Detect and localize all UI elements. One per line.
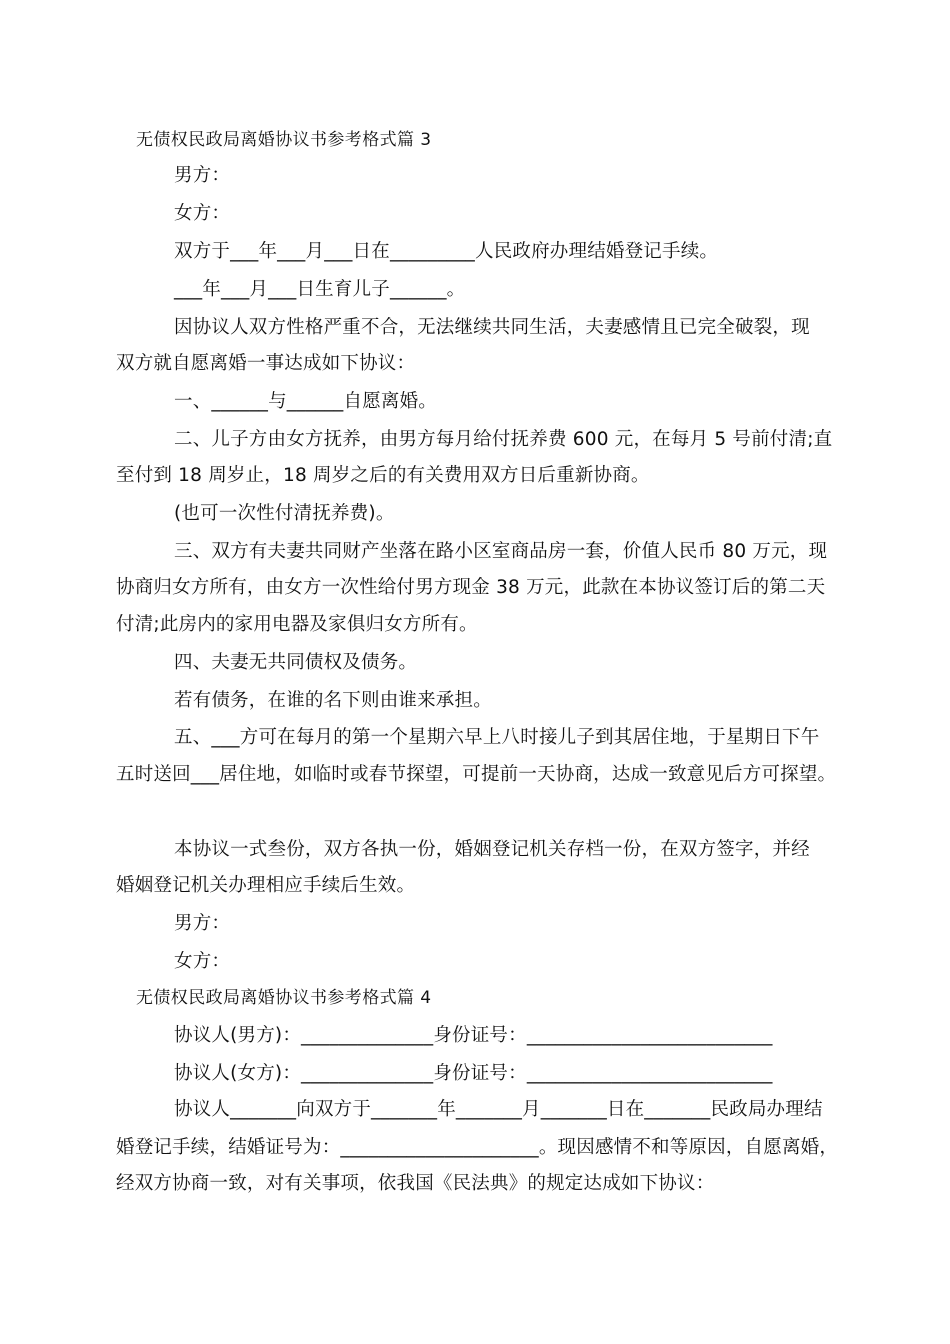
reason-paragraph-line-1: 因协议人双方性格严重不合，无法继续共同生活，夫妻感情且已完全破裂，现 xyxy=(174,317,810,338)
party-female-line: 协议人(女方)：______________身份证号：__________________________ xyxy=(174,1063,773,1084)
section-3-title: 无债权民政局离婚协议书参考格式篇 3 xyxy=(136,130,432,150)
signature-female-label: 女方： xyxy=(174,951,231,972)
female-party-label: 女方： xyxy=(174,203,231,224)
marriage-registration-line: 双方于___年___月___日在_________人民政府办理结婚登记手续。 xyxy=(174,241,719,262)
clause-2-line-1: 二、儿子方由女方抚养，由男方每月给付抚养费 600 元，在每月 5 号前付清;直 xyxy=(174,429,833,450)
signature-male-label: 男方： xyxy=(174,913,231,934)
closing-line-2: 婚姻登记机关办理相应手续后生效。 xyxy=(116,875,416,896)
son-birth-line: ___年___月___日生育儿子______。 xyxy=(174,279,466,300)
reason-paragraph-line-2: 双方就自愿离婚一事达成如下协议： xyxy=(116,353,416,374)
clause-5-line-1: 五、___方可在每月的第一个星期六早上八时接儿子到其居住地，于星期日下午 xyxy=(174,727,820,748)
clause-3-line-2: 协商归女方所有，由女方一次性给付男方现金 38 万元，此款在本协议签订后的第二天 xyxy=(116,577,826,598)
clause-1: 一、______与______自愿离婚。 xyxy=(174,391,438,412)
section-4-title: 无债权民政局离婚协议书参考格式篇 4 xyxy=(136,988,432,1008)
clause-4-note: 若有债务，在谁的名下则由谁来承担。 xyxy=(174,690,492,711)
party-male-line: 协议人(男方)：______________身份证号：__________________________ xyxy=(174,1025,773,1046)
clause-2-note: (也可一次性付清抚养费)。 xyxy=(174,503,395,524)
intro-line-2: 婚登记手续，结婚证号为：_____________________。现因感情不和等原因，自愿离婚， xyxy=(116,1137,839,1158)
clause-3-line-3: 付清;此房内的家用电器及家俱归女方所有。 xyxy=(116,614,478,635)
clause-4: 四、夫妻无共同债权及债务。 xyxy=(174,652,418,673)
intro-line-3: 经双方协商一致，对有关事项，依我国《民法典》的规定达成如下协议： xyxy=(116,1173,715,1194)
male-party-label: 男方： xyxy=(174,165,231,186)
intro-line-1: 协议人_______向双方于_______年_______月_______日在_______民政局办理结 xyxy=(174,1099,823,1120)
clause-5-line-2: 五时送回___居住地，如临时或春节探望，可提前一天协商，达成一致意见后方可探望。 xyxy=(116,764,837,785)
clause-3-line-1: 三、双方有夫妻共同财产坐落在路小区室商品房一套，价值人民币 80 万元，现 xyxy=(174,541,828,562)
closing-line-1: 本协议一式叁份，双方各执一份，婚姻登记机关存档一份，在双方签字，并经 xyxy=(174,839,810,860)
clause-2-line-2: 至付到 18 周岁止，18 周岁之后的有关费用双方日后重新协商。 xyxy=(116,465,650,486)
